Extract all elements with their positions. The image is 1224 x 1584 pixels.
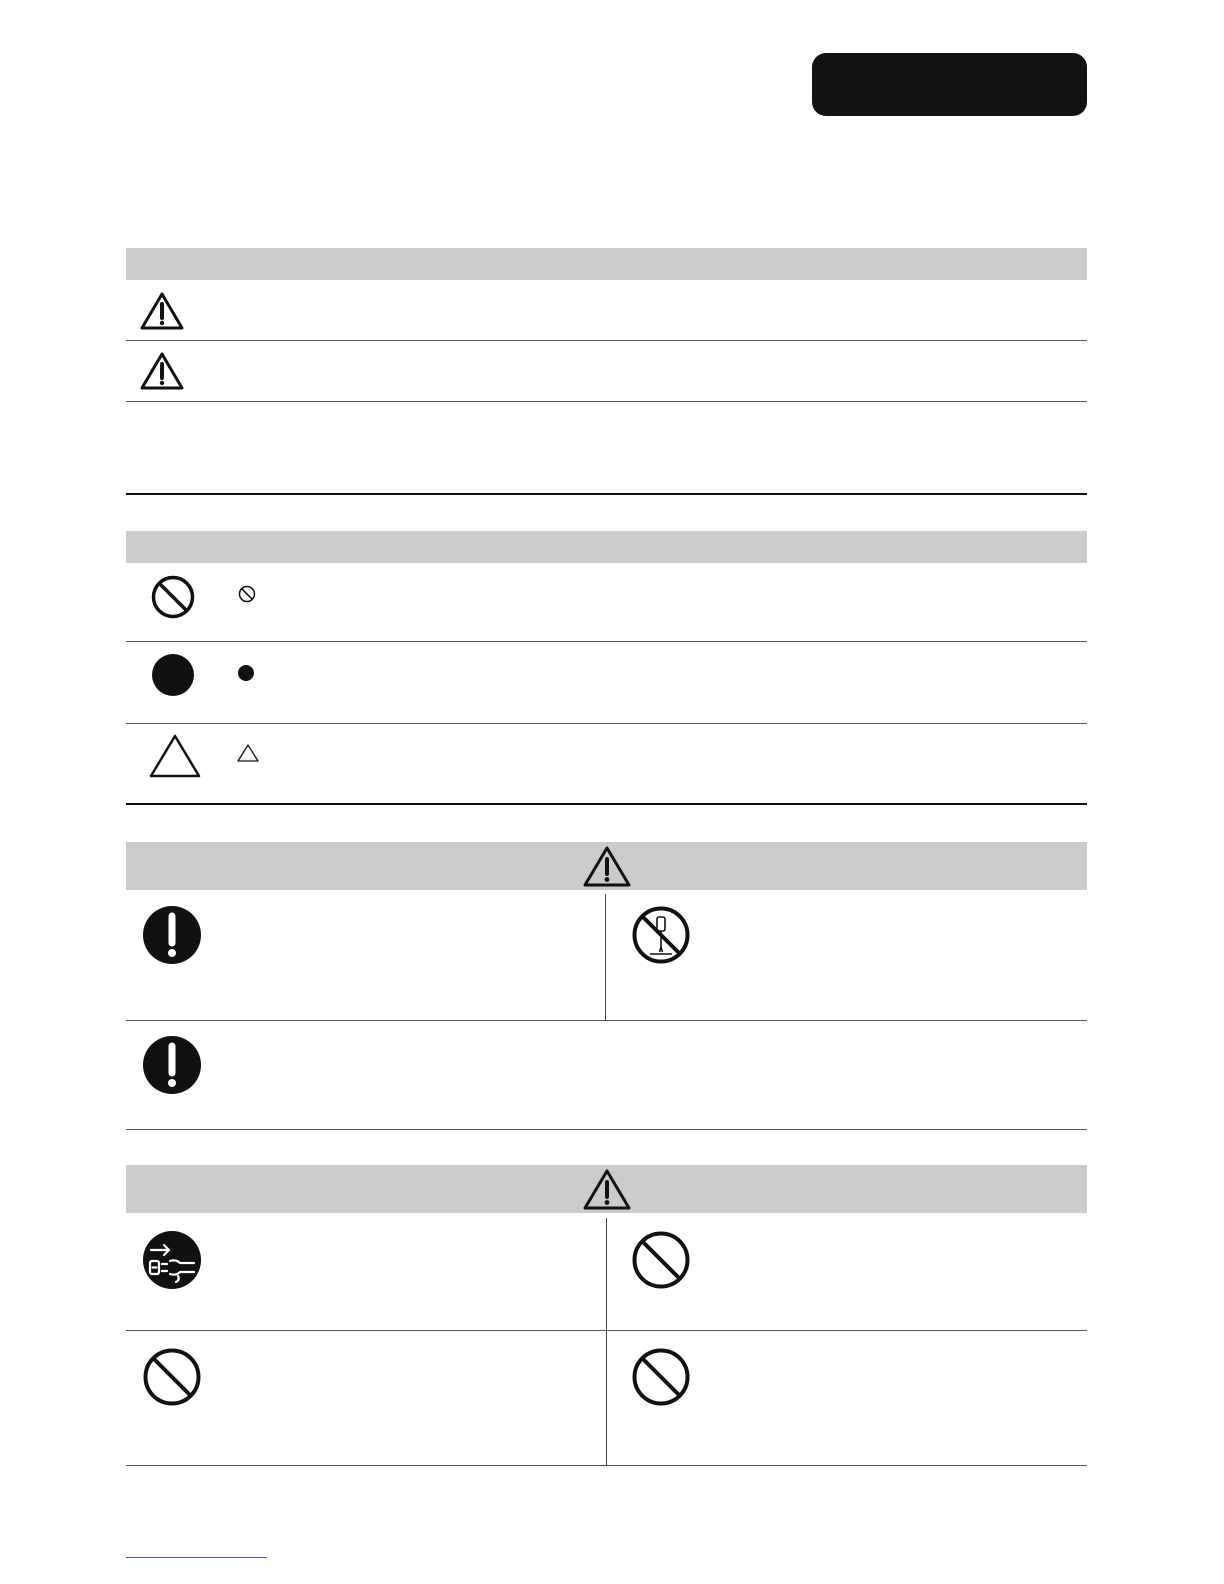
prohibition-icon	[631, 1347, 691, 1407]
warning-section-header-band	[126, 842, 1087, 890]
section-badge	[812, 53, 1087, 116]
caution-triangle-icon	[148, 733, 202, 779]
caution-section-header-band	[126, 1165, 1087, 1213]
symbols-header-band	[126, 531, 1087, 563]
divider	[126, 340, 1087, 341]
warning-triangle-icon	[139, 351, 185, 391]
column-divider	[606, 1218, 607, 1466]
divider	[126, 723, 1087, 724]
mandatory-exclamation-icon	[142, 1035, 202, 1095]
column-divider	[605, 894, 606, 1020]
caution-triangle-inline-icon	[236, 743, 260, 763]
divider	[126, 641, 1087, 642]
do-not-disassemble-icon	[631, 905, 691, 965]
warning-triangle-icon	[139, 291, 185, 331]
mandatory-dot-inline-icon	[236, 663, 256, 683]
warning-triangle-icon	[582, 845, 632, 889]
mandatory-exclamation-icon	[142, 905, 202, 965]
divider	[126, 803, 1087, 805]
divider	[126, 1465, 1087, 1466]
divider	[126, 1330, 1087, 1331]
unplug-power-icon	[142, 1230, 202, 1290]
prohibition-icon	[631, 1230, 691, 1290]
signal-words-header-band	[126, 248, 1087, 280]
prohibition-icon	[142, 1347, 202, 1407]
divider	[126, 493, 1087, 495]
footer-link[interactable]	[126, 1557, 267, 1558]
divider	[126, 401, 1087, 402]
warning-triangle-icon	[582, 1168, 632, 1212]
prohibition-icon	[150, 574, 196, 620]
mandatory-dot-icon	[150, 652, 196, 698]
divider	[126, 1129, 1087, 1130]
divider	[126, 1020, 1087, 1021]
prohibition-inline-icon	[237, 584, 257, 604]
